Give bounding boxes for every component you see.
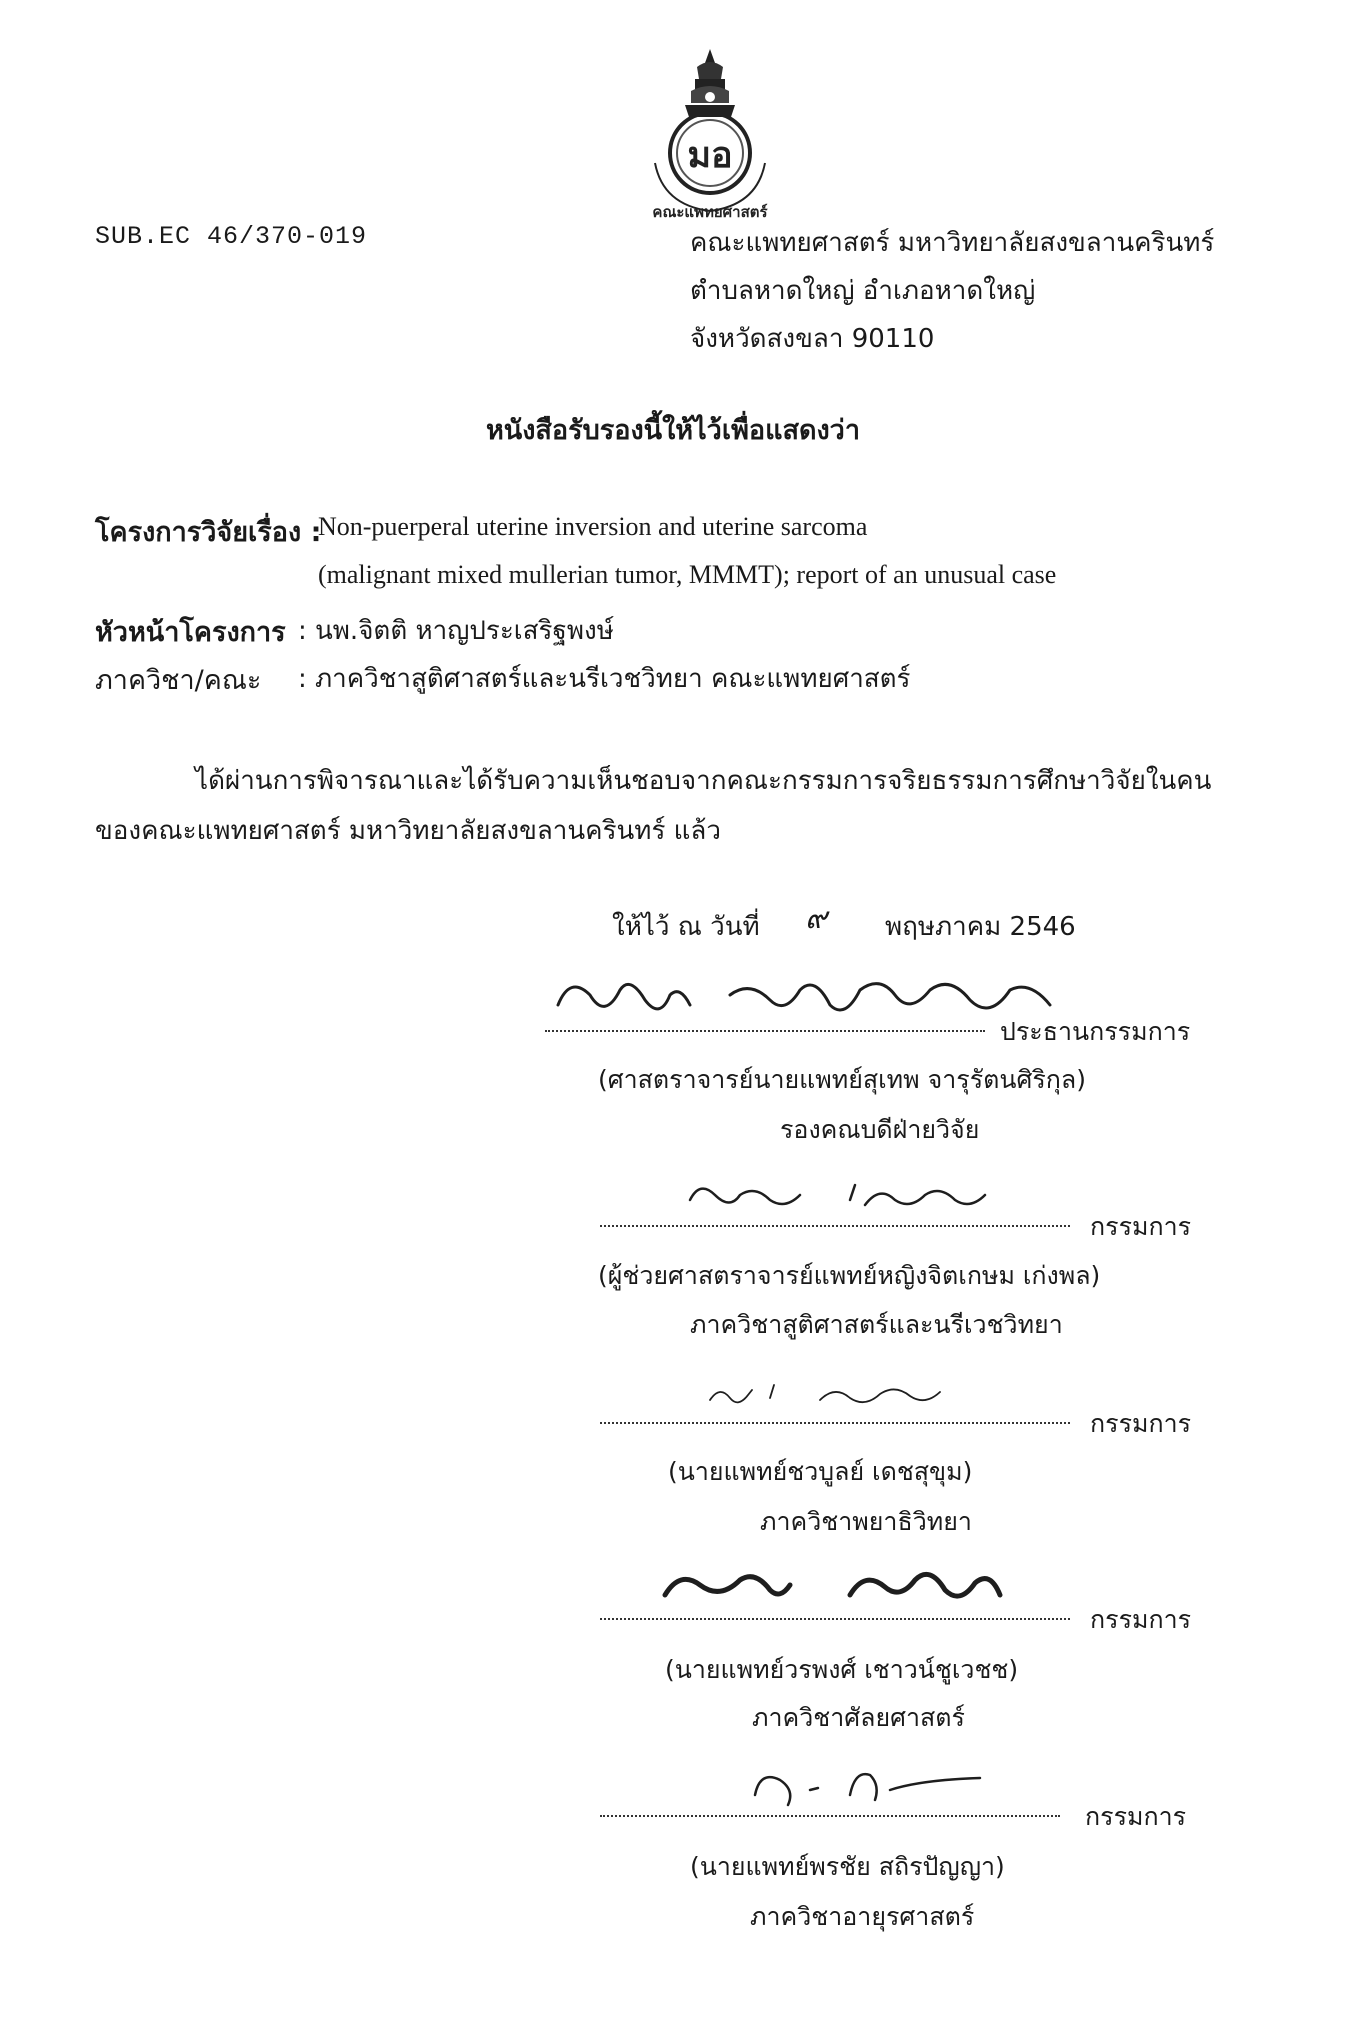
signature-2-handwritten [680, 1170, 1000, 1230]
signature-line-4 [600, 1618, 1070, 1620]
signatory-1-name: (ศาสตราจารย์นายแพทย์สุเทพ จารุรัตนศิริกุล) [598, 1065, 1086, 1094]
signatory-5-name: (นายแพทย์พรชัย สถิรปัญญา) [690, 1852, 1005, 1881]
statement-line-1: ได้ผ่านการพิจารณาและได้รับความเห็นชอบจากคณะกรรมการจริยธรรมการศึกษาวิจัยในคน [195, 766, 1212, 796]
signatory-1-position: รองคณบดีฝ่ายวิจัย [780, 1115, 980, 1144]
signatory-3-name: (นายแพทย์ชวบูลย์ เดชสุขุม) [668, 1457, 973, 1486]
signatory-2-name: (ผู้ช่วยศาสตราจารย์แพทย์หญิงจิตเกษม เก่งพล) [598, 1261, 1101, 1290]
date-month-year: พฤษภาคม 2546 [885, 912, 1076, 942]
signatory-2-position: ภาควิชาสูติศาสตร์และนรีเวชวิทยา [690, 1310, 1063, 1339]
signatory-5-role: กรรมการ [1085, 1802, 1187, 1831]
department-value: : ภาควิชาสูติศาสตร์และนรีเวชวิทยา คณะแพทยศาสตร์ [298, 664, 911, 694]
signatory-4-position: ภาควิชาศัลยศาสตร์ [752, 1703, 965, 1732]
signature-5-handwritten [740, 1750, 1000, 1820]
signatory-4-role: กรรมการ [1090, 1605, 1192, 1634]
signature-line-5 [600, 1815, 1060, 1817]
project-title-line-1: Non-puerperal uterine inversion and uterine sarcoma [318, 512, 868, 541]
signature-line-3 [600, 1422, 1070, 1424]
signature-3-handwritten [700, 1370, 960, 1420]
svg-text:คณะแพทยศาสตร์: คณะแพทยศาสตร์ [652, 203, 768, 220]
project-head-value: : นพ.จิตติ หาญประเสริฐพงษ์ [298, 616, 614, 646]
reference-number: SUB.EC 46/370-019 [95, 222, 368, 251]
address-line-3: จังหวัดสงขลา 90110 [690, 324, 935, 354]
signature-line-1 [545, 1030, 985, 1032]
signatory-1-role: ประธานกรรมการ [1000, 1017, 1191, 1046]
statement-line-2: ของคณะแพทยศาสตร์ มหาวิทยาลัยสงขลานครินทร์ แล้ว [95, 816, 721, 846]
signatory-3-role: กรรมการ [1090, 1409, 1192, 1438]
department-label: ภาควิชา/คณะ [95, 665, 262, 696]
project-head-label: หัวหน้าโครงการ [95, 617, 286, 648]
faculty-seal-logo [625, 45, 795, 220]
svg-text:มอ: มอ [687, 135, 733, 176]
address-line-2: ตำบลหาดใหญ่ อำเภอหาดใหญ่ [690, 276, 1036, 306]
signatory-5-position: ภาควิชาอายุรศาสตร์ [750, 1902, 975, 1931]
signature-1-handwritten [550, 965, 1070, 1045]
date-day-handwritten: ๙ [805, 901, 827, 936]
signatory-3-position: ภาควิชาพยาธิวิทยา [760, 1507, 972, 1536]
signatory-2-role: กรรมการ [1090, 1212, 1192, 1241]
date-prefix: ให้ไว้ ณ วันที่ [612, 912, 760, 942]
signature-line-2 [600, 1225, 1070, 1227]
project-title-line-2: (malignant mixed mullerian tumor, MMMT); report of an unusual case [318, 560, 1057, 589]
project-title-label: โครงการวิจัยเรื่อง : [95, 517, 322, 548]
address-line-1: คณะแพทยศาสตร์ มหาวิทยาลัยสงขลานครินทร์ [690, 228, 1215, 258]
signature-4-handwritten [650, 1555, 1010, 1625]
certificate-title: หนังสือรับรองนี้ให้ไว้เพื่อแสดงว่า [485, 415, 861, 446]
signatory-4-name: (นายแพทย์วรพงศ์ เชาวน์ชูเวชช) [665, 1655, 1019, 1684]
